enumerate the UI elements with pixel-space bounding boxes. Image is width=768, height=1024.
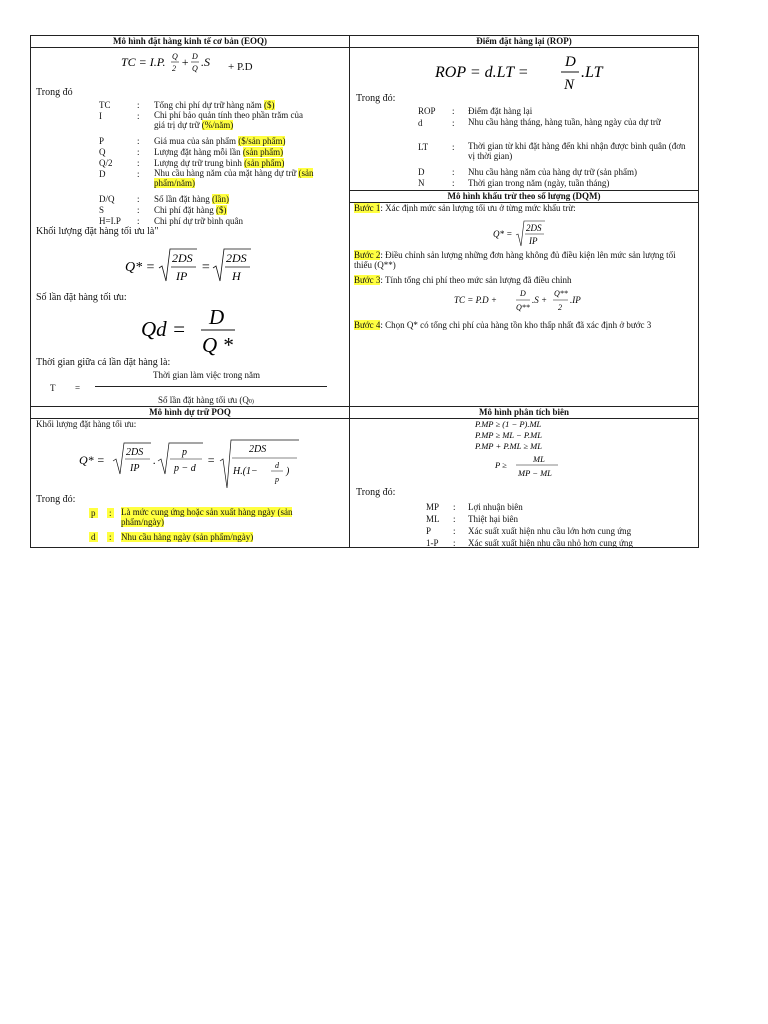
svg-text:IP: IP: [130, 463, 140, 474]
eoq-optimal-times-label: Số lần đặt hàng tối ưu:: [36, 292, 127, 303]
var-desc: Chi phí đặt hàng ($): [154, 205, 227, 215]
var-colon: :: [452, 167, 455, 177]
var-desc: Nhu cầu hàng tháng, hàng tuần, hàng ngày của dự trữ: [468, 117, 661, 127]
var-desc: Lượng dự trữ trung bình (sản phẩm): [154, 158, 285, 168]
var-desc: Tổng chi phí dự trữ hàng năm ($): [154, 100, 275, 110]
svg-text:Q: Q: [192, 64, 198, 73]
svg-text:=: =: [201, 260, 211, 275]
svg-text:D: D: [209, 305, 225, 329]
dqm-tc-formula-svg: [452, 286, 602, 320]
poq-optimal-qty-label: Khối lượng đặt hàng tối ưu:: [36, 419, 137, 429]
var-sym: P: [99, 136, 105, 146]
var-colon: :: [453, 502, 456, 512]
svg-text:Q *: Q *: [202, 333, 233, 357]
svg-text:Q* =: Q* =: [79, 453, 105, 467]
rop-formula: [433, 50, 623, 99]
var-colon: :: [453, 514, 456, 524]
svg-text:P.MP + P.ML ≥ ML: P.MP + P.ML ≥ ML: [475, 441, 542, 451]
poq-qstar-formula-svg: [77, 434, 307, 492]
rop-title: Điểm đặt hàng lại (ROP): [476, 36, 572, 46]
var-sym: LT: [418, 142, 429, 152]
document-table: [30, 35, 699, 548]
svg-text:Q* =: Q* =: [493, 229, 513, 239]
marginal-formulas-svg: [471, 419, 591, 489]
var-colon: :: [452, 106, 455, 116]
svg-text:2DS: 2DS: [249, 444, 267, 455]
poq-trong-do: Trong đó:: [36, 494, 76, 505]
var-colon: :: [453, 526, 456, 536]
svg-text:D: D: [565, 54, 576, 70]
svg-text:.S +: .S +: [532, 295, 548, 305]
svg-text:P ≥: P ≥: [495, 460, 507, 470]
var-sym: D: [418, 167, 425, 177]
svg-text:TC = I.P.: TC = I.P.: [121, 55, 166, 69]
svg-text:.LT: .LT: [581, 64, 603, 81]
svg-text:H.(1−: H.(1−: [233, 466, 258, 477]
var-desc: Là mức cung ứng hoặc sản xuất hàng ngày (sản phẩm/ngày): [121, 507, 293, 527]
svg-text:2: 2: [558, 303, 562, 312]
svg-text:MP − ML: MP − ML: [518, 468, 552, 478]
var-colon: :: [137, 147, 140, 157]
svg-text:TC = P.D +: TC = P.D +: [454, 295, 497, 305]
qd-formula-svg: [139, 302, 269, 358]
var-desc: Xác suất xuất hiện nhu cầu lớn hơn cung ứng: [468, 526, 632, 536]
var-sym: S: [99, 205, 105, 215]
svg-text:.IP: .IP: [570, 295, 581, 305]
marginal-formulas: [471, 419, 591, 494]
svg-text:Qd =: Qd =: [141, 317, 187, 341]
var-colon: :: [452, 142, 455, 152]
var-desc: Lượng đặt hàng mỗi lần (sản phẩm): [154, 147, 284, 157]
t-denominator: Số lần đặt hàng tối ưu (Q0): [158, 395, 254, 405]
svg-text:Q* =: Q* =: [125, 260, 156, 275]
svg-text:2DS: 2DS: [526, 223, 542, 233]
t-equals: =: [75, 383, 81, 393]
var-colon: :: [137, 205, 140, 215]
rop-formula-svg: [433, 50, 623, 94]
var-desc: Lợi nhuận biên: [468, 502, 523, 512]
var-sym: D/Q: [99, 194, 115, 204]
var-colon: :: [137, 169, 140, 179]
poq-qstar-formula: [77, 434, 307, 497]
var-colon: :: [137, 194, 140, 204]
svg-text:2DS: 2DS: [172, 251, 193, 265]
svg-text:2DS: 2DS: [226, 251, 247, 265]
dqm-step3: Bước 3: Tính tổng chi phí theo mức sản lượng đã điều chỉnh: [354, 275, 572, 285]
var-sym: P: [426, 526, 432, 536]
poq-title: Mô hình dự trữ POQ: [149, 407, 231, 417]
eoq-time-between-label: Thời gian giữa cá lần đặt hàng là:: [36, 357, 171, 368]
qd-formula: [139, 302, 269, 363]
svg-text:p: p: [275, 475, 279, 484]
svg-text:D: D: [520, 289, 526, 298]
var-desc: Chi phí dự trữ bình quân: [154, 216, 244, 226]
dqm-step4: Bước 4: Chọn Q* có tổng chi phí của hàng tồn kho thấp nhất đã xác định ở bước 3: [354, 320, 652, 330]
var-colon: :: [137, 158, 140, 168]
eoq-optimal-qty-label: Khối lượng đặt hàng tối ưu là": [36, 226, 159, 237]
t-fraction-bar: [95, 386, 327, 387]
svg-text:Q**: Q**: [554, 289, 568, 298]
dqm-qstar-formula-svg: [491, 216, 561, 252]
var-desc: Chi phí bảo quản tính theo phần trăm của giá trị dự trữ (%/năm): [154, 110, 303, 130]
t-numerator: Thời gian làm việc trong năm: [153, 370, 260, 380]
var-desc: Nhu cầu hàng ngày (sản phẩm/ngày): [121, 532, 254, 542]
var-desc: Điểm đặt hàng lại: [468, 106, 533, 116]
svg-text:H: H: [232, 269, 241, 283]
svg-text:+: +: [181, 55, 190, 69]
var-colon: :: [137, 100, 140, 110]
svg-text:P.MP ≥ ML − P.ML: P.MP ≥ ML − P.ML: [475, 430, 542, 440]
svg-text:Q: Q: [172, 52, 178, 61]
var-sym: ROP: [418, 106, 436, 116]
svg-text:2DS: 2DS: [126, 447, 144, 458]
eoq-qstar-formula: [123, 243, 273, 294]
var-sym: Q/2: [99, 158, 113, 168]
var-desc: Thiệt hại biên: [468, 514, 518, 524]
var-colon: :: [137, 111, 140, 121]
tc-formula-svg: [119, 49, 319, 77]
dqm-title: Mô hình khấu trừ theo số lượng (DQM): [447, 191, 601, 201]
var-colon: :: [137, 216, 140, 226]
dqm-step1: Bước 1: Xác định mức sản lượng tối ưu ở từng mức khấu trừ:: [354, 203, 576, 213]
marginal-trong-do: Trong đó:: [356, 487, 396, 498]
var-desc: Số lần đặt hàng (lần): [154, 194, 229, 204]
svg-text:d: d: [275, 461, 279, 470]
var-sym: N: [418, 178, 425, 188]
svg-text:ML: ML: [533, 454, 545, 464]
eoq-trong-do: Trong đó: [36, 87, 73, 98]
var-colon: :: [137, 136, 140, 146]
var-colon: :: [452, 118, 455, 128]
var-sym: H=I.P: [99, 216, 121, 226]
var-desc: Thời gian trong năm (ngày, tuần tháng): [468, 178, 610, 188]
var-sym: I: [99, 111, 102, 121]
marginal-title: Mô hình phân tích biên: [478, 407, 570, 417]
tc-formula: [119, 49, 319, 77]
column-divider: [349, 36, 350, 547]
var-sym: d: [91, 532, 96, 542]
svg-text:=: =: [207, 453, 216, 467]
var-desc: Giá mua của sản phẩm ($/sản phẩm): [154, 136, 286, 146]
dqm-step2: Bước 2: Điều chỉnh sản lượng những đơn hàng không đủ điều kiện lên mức sản lượng tối thiểu (Q**): [354, 250, 676, 270]
var-sym: ML: [426, 514, 440, 524]
eoq-qstar-formula-svg: [123, 243, 273, 289]
svg-text:IP: IP: [176, 269, 188, 283]
var-desc: Xác suất xuất hiện nhu cầu nhỏ hơn cung ứng: [468, 538, 633, 548]
rop-trong-do: Trong đó:: [356, 93, 396, 104]
svg-text:p: p: [182, 447, 187, 458]
svg-text:.: .: [153, 453, 156, 467]
eoq-title: Mô hình đặt hàng kinh tế cơ bản (EOQ): [112, 36, 268, 46]
tc-formula-tail: + P.D: [228, 61, 253, 73]
svg-text:D: D: [192, 52, 198, 61]
svg-text:.S: .S: [201, 55, 210, 69]
var-sym: Q: [99, 147, 106, 157]
svg-text:): ): [286, 466, 290, 477]
var-colon: :: [452, 178, 455, 188]
var-sym: MP: [426, 502, 440, 512]
var-desc: Nhu cầu hàng năm của mặt hàng dự trữ (sản phẩm/năm): [154, 168, 314, 188]
svg-text:IP: IP: [529, 236, 538, 246]
svg-text:p − d: p − d: [174, 463, 196, 474]
var-sym: d: [418, 118, 423, 128]
svg-text:2: 2: [172, 64, 176, 73]
var-colon: :: [109, 508, 112, 518]
row-divider: [31, 47, 698, 48]
svg-text:P.MP ≥ (1 − P).ML: P.MP ≥ (1 − P).ML: [475, 419, 542, 429]
var-sym: TC: [99, 100, 111, 110]
var-desc: Nhu cầu hàng năm của hàng dự trữ (sản phẩm): [468, 167, 637, 177]
var-sym: D: [99, 169, 106, 179]
svg-text:ROP = d.LT =: ROP = d.LT =: [435, 64, 529, 81]
var-colon: :: [109, 532, 112, 542]
var-sym: 1-P: [426, 538, 439, 548]
var-desc: Thời gian từ khi đặt hàng đến khi nhận được bình quân (đơn vị thời gian): [468, 141, 686, 161]
t-label: T: [50, 383, 56, 393]
var-sym: p: [91, 508, 96, 518]
var-colon: :: [453, 538, 456, 548]
svg-text:Q**: Q**: [516, 303, 530, 312]
svg-text:N: N: [564, 77, 575, 93]
